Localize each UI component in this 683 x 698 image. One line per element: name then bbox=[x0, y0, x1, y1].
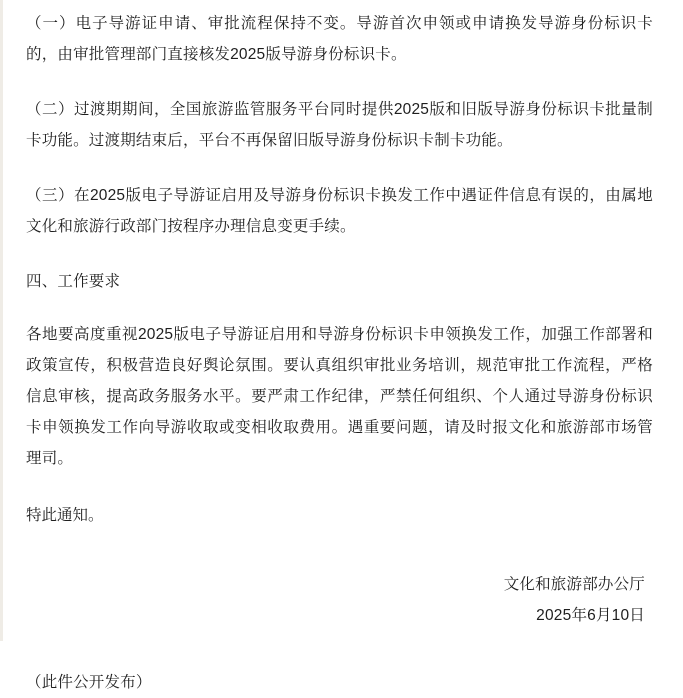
section-heading-work-requirements: 四、工作要求 bbox=[26, 273, 121, 290]
document-body bbox=[26, 0, 653, 698]
paragraph-item-1: （一）电子导游证申请、审批流程保持不变。导游首次申领或申请换发导游身份标识卡的，由审批管理部门直接核发2025版导游身份标识卡。 bbox=[26, 15, 653, 63]
footer-publication-note: （此件公开发布） bbox=[26, 674, 152, 691]
paragraph-closing: 特此通知。 bbox=[26, 507, 104, 524]
signature-date: 2025年6月10日 bbox=[536, 607, 645, 624]
paragraph-item-3: （三）在2025版电子导游证启用及导游身份标识卡换发工作中遇证件信息有误的，由属地文化和旅游行政部门按程序办理信息变更手续。 bbox=[26, 187, 653, 235]
paragraph-item-2: （二）过渡期期间，全国旅游监管服务平台同时提供2025版和旧版导游身份标识卡批量制卡功能。过渡期结束后，平台不再保留旧版导游身份标识卡制卡功能。 bbox=[26, 101, 653, 149]
left-margin-rule bbox=[0, 0, 3, 641]
signature-block bbox=[26, 569, 653, 631]
signature-issuer: 文化和旅游部办公厅 bbox=[503, 576, 645, 593]
paragraph-work-requirements: 各地要高度重视2025版电子导游证启用和导游身份标识卡申领换发工作，加强工作部署和政策宣传，积极营造良好舆论氛围。要认真组织审批业务培训，规范审批工作流程，严格信息审核，提高政务服务水平。要严肃工作纪律，严禁任何组织、个人通过导游身份标识卡申领换发工作向导游收取或变相收取费用。遇重要问题，请及时报文化和旅游部市场管理司。 bbox=[26, 326, 653, 467]
